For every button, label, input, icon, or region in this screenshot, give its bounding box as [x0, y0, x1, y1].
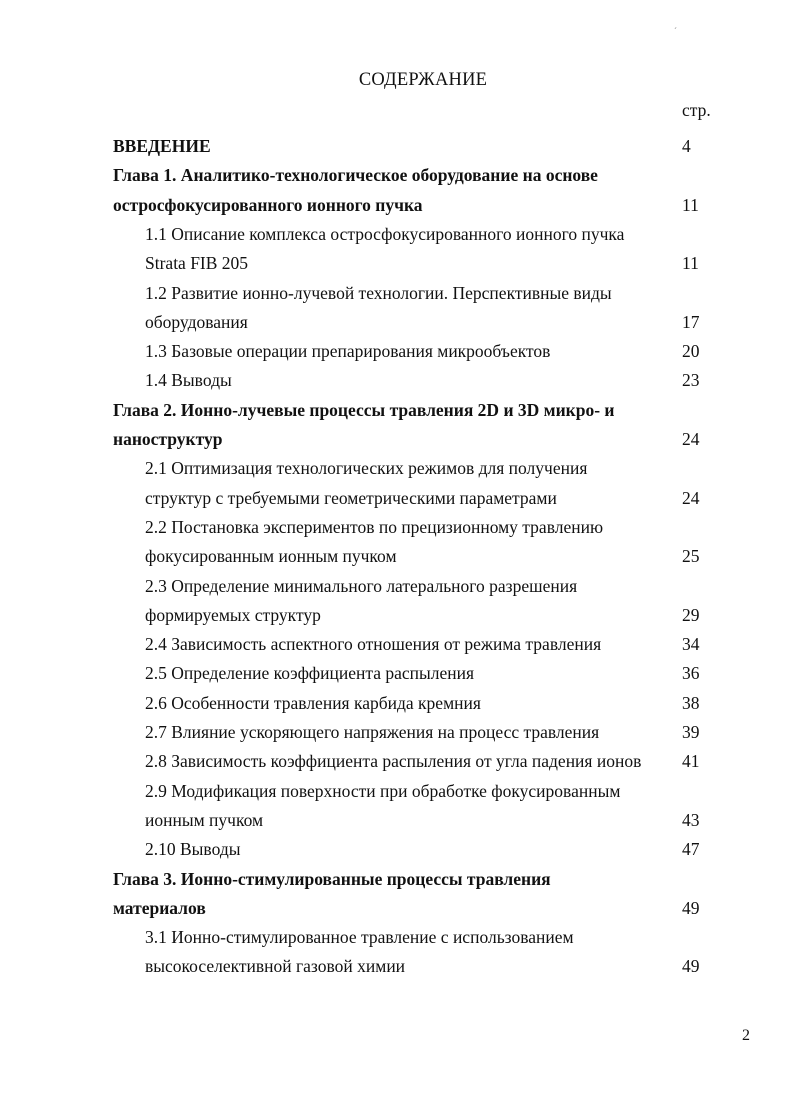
toc-entry-text: 2.1 Оптимизация технологических режимов для получения: [145, 458, 588, 479]
document-title: СОДЕРЖАНИЕ: [358, 70, 488, 90]
toc-entry-text: структур с требуемыми геометрическими параметрами: [145, 487, 557, 508]
toc-entry-page: 20: [682, 341, 700, 362]
toc-entry-page: 41: [682, 751, 700, 772]
toc-entry-page: 34: [682, 634, 700, 655]
toc-entry-page: 11: [682, 194, 699, 215]
toc-entry-text: 1.2 Развитие ионно-лучевой технологии. Перспективные виды: [145, 282, 612, 303]
toc-entry-text: материалов: [113, 897, 206, 918]
toc-entry-text: 3.1 Ионно-стимулированное травление с использованием: [145, 927, 574, 948]
toc-entry-page: 36: [682, 663, 700, 684]
toc-entry-text: оборудования: [145, 311, 248, 332]
toc-entry-page: 38: [682, 692, 700, 713]
toc-entry-text: 1.4 Выводы: [145, 370, 232, 391]
corner-mark: ´: [674, 26, 677, 36]
toc-entry-text: 2.2 Постановка экспериментов по прецизионному травлению: [145, 516, 604, 537]
toc-entry-text: 2.5 Определение коэффициента распыления: [145, 663, 475, 684]
toc-entry-text: Глава 1. Аналитико-технологическое оборудование на основе: [113, 165, 598, 186]
toc-entry-text: остросфокусированного ионного пучка: [113, 194, 423, 215]
toc-entry-text: фокусированным ионным пучком: [145, 546, 397, 567]
page-column-label: стр.: [682, 100, 711, 120]
toc-entry-text: 2.3 Определение минимального латерального разрешения: [145, 575, 578, 596]
toc-entry-text: формируемых структур: [145, 604, 321, 625]
toc-entry-text: 1.3 Базовые операции препарирования микрообъектов: [145, 341, 551, 362]
toc-entry-text: 2.4 Зависимость аспектного отношения от режима травления: [145, 634, 602, 655]
toc-entry-text: 2.9 Модификация поверхности при обработке фокусированным: [145, 780, 621, 801]
toc-entry-text: ионным пучком: [145, 809, 264, 830]
toc-entry-page: 43: [682, 809, 700, 830]
toc-entry-text: наноструктур: [113, 429, 223, 449]
toc-entry-text: Strata FIB 205: [145, 253, 249, 274]
toc-entry-text: Глава 2. Ионно-лучевые процессы травления 2D и 3D микро- и: [113, 399, 615, 420]
toc-entry-page: 17: [682, 311, 700, 332]
toc-entry-page: 24: [682, 487, 700, 508]
toc-entry-page: 25: [682, 546, 700, 567]
toc-entry-text: 1.1 Описание комплекса остросфокусированного ионного пучка: [145, 223, 625, 244]
toc-entry-page: 24: [682, 429, 700, 449]
toc-entry-text: 2.7 Влияние ускоряющего напряжения на процесс травления: [145, 722, 600, 742]
toc-entry-text: Глава 3. Ионно-стимулированные процессы травления: [113, 868, 551, 889]
toc-entry-text: высокоселективной газовой химии: [145, 956, 406, 977]
toc-entry-text: ВВЕДЕНИЕ: [113, 136, 211, 156]
toc-entry-page: 23: [682, 370, 700, 391]
toc-entry-text: 2.6 Особенности травления карбида кремния: [145, 692, 481, 713]
toc-entry-page: 11: [682, 253, 699, 274]
toc-entry-page: 29: [682, 604, 700, 625]
toc-entry-page: 4: [682, 136, 691, 156]
toc-entry-page: 49: [682, 956, 700, 977]
toc-entry-text: 2.10 Выводы: [145, 839, 241, 860]
toc-entry-page: 39: [682, 722, 700, 742]
toc-entry-page: 47: [682, 839, 700, 860]
page-number: 2: [742, 1027, 750, 1044]
toc-entry-text: 2.8 Зависимость коэффициента распыления от угла падения ионов: [145, 751, 642, 772]
toc-entry-page: 49: [682, 897, 700, 918]
